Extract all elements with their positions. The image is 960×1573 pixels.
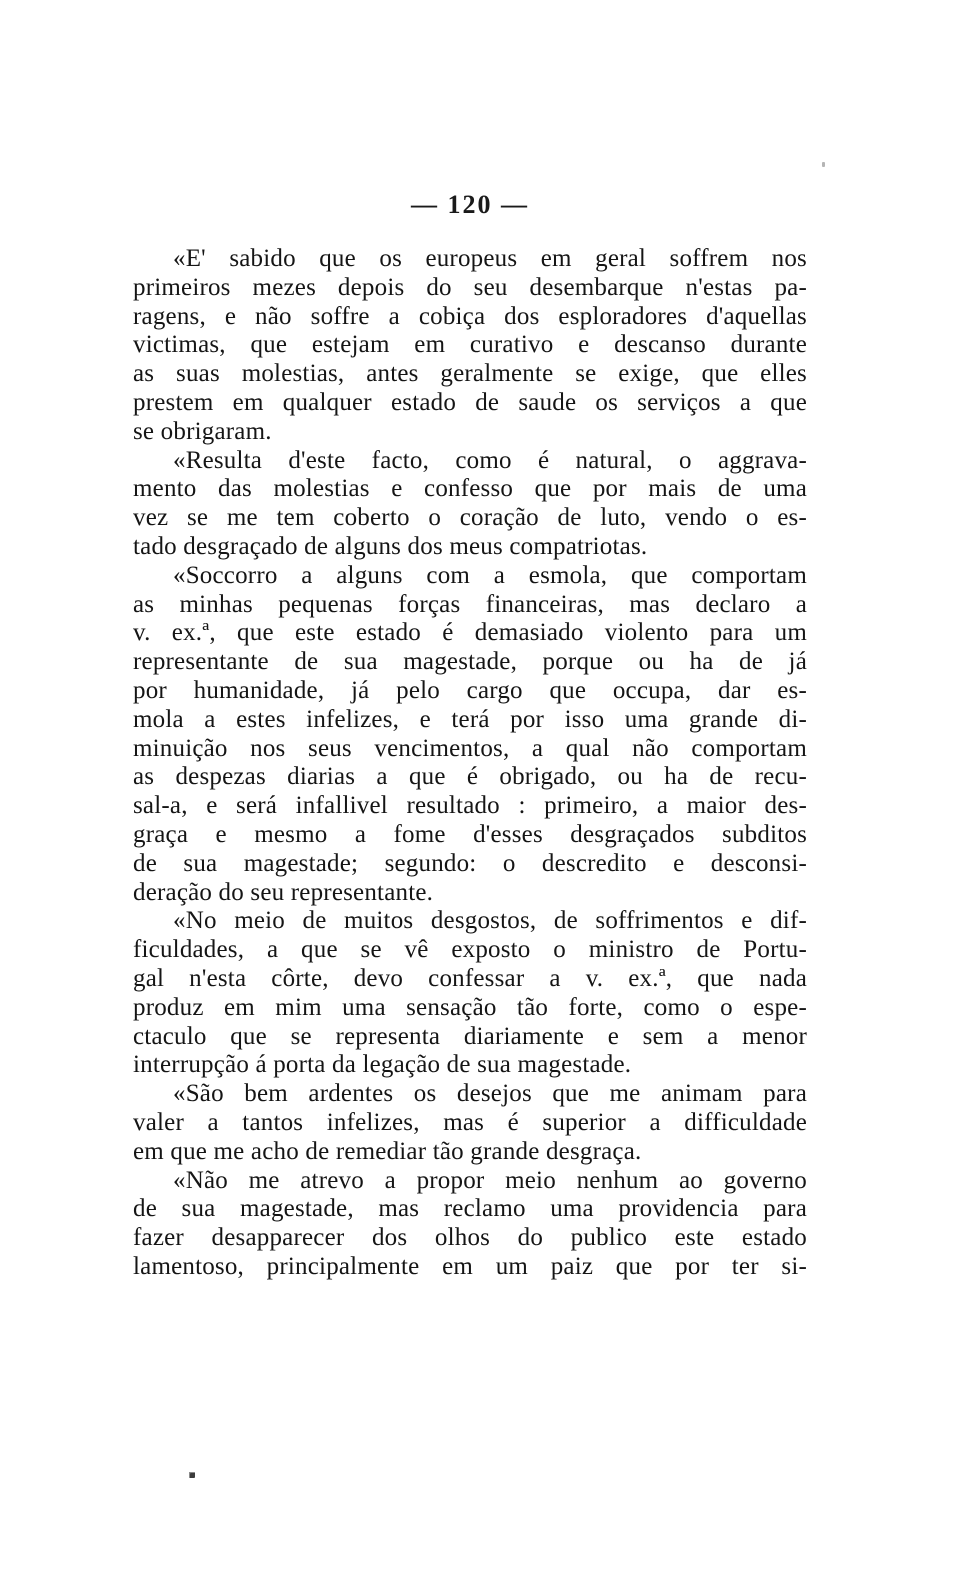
text-line: prestem em qualquer estado de saude os serviços a que <box>133 388 807 416</box>
text-line: «Não me atrevo a propor meio nenhum ao governo <box>173 1166 807 1194</box>
text-line: se obrigaram. <box>133 417 272 445</box>
text-line: primeiros mezes depois do seu desembarque n'estas pa- <box>133 273 807 301</box>
text-line: em que me acho de remediar tão grande desgraça. <box>133 1137 642 1165</box>
page-number: — 120 — <box>411 190 529 219</box>
scan-speck-top <box>822 162 825 167</box>
text-line: de sua magestade; segundo: o descredito e desconsi- <box>133 849 807 877</box>
text-line: valer a tantos infelizes, mas é superior a difficuldade <box>133 1108 807 1136</box>
text-line: victimas, que estejam em curativo e descanso durante <box>133 331 807 359</box>
text-line: lamentoso, principalmente em um paiz que por ter si- <box>133 1252 807 1280</box>
text-line: ctaculo que se representa diariamente e sem a menor <box>133 1022 807 1050</box>
text-line: «E' sabido que os europeus em geral soffrem nos <box>173 245 807 272</box>
text-line: fazer desapparecer dos olhos do publico este estado <box>133 1224 807 1252</box>
text-line: por humanidade, já pelo cargo que occupa, dar es- <box>133 676 807 704</box>
text-line: minuição nos seus vencimentos, a qual não comportam <box>133 734 807 762</box>
paragraph <box>133 447 807 562</box>
text-line: «Resulta d'este facto, como é natural, o aggrava- <box>173 446 807 474</box>
text-line: «Soccorro a alguns com a esmola, que comportam <box>173 561 807 589</box>
text-line: de sua magestade, mas reclamo uma providencia para <box>133 1195 807 1223</box>
text-line: graça e mesmo a fome d'esses desgraçados subditos <box>133 820 807 848</box>
text-line: tado desgraçado de alguns dos meus compatriotas. <box>133 532 648 560</box>
text-line: «São bem ardentes os desejos que me animam para <box>173 1080 807 1108</box>
text-line: mola a estes infelizes, e terá por isso uma grande di- <box>133 705 807 733</box>
page-text <box>133 245 807 1282</box>
text-line: produz em mim uma sensação tão forte, como o espe- <box>133 993 807 1021</box>
text-line: deração do seu representante. <box>133 878 434 906</box>
paragraph <box>133 907 807 1080</box>
text-line: gal n'esta côrte, devo confessar a v. ex.ª, que nada <box>133 964 807 992</box>
paragraph <box>133 562 807 908</box>
text-line: as suas molestias, antes geralmente se exige, que elles <box>133 360 807 388</box>
text-line: vez se me tem coberto o coração de luto, vendo o es- <box>133 504 807 532</box>
text-line: ragens, e não soffre a cobiça dos esploradores d'aquellas <box>133 302 807 330</box>
text-line: mento das molestias e confesso que por mais de uma <box>133 475 807 503</box>
text-line: as despezas diarias a que é obrigado, ou ha de recu- <box>133 763 807 791</box>
text-line: as minhas pequenas forças financeiras, mas declaro a <box>133 590 807 618</box>
text-line: v. ex.ª, que este estado é demasiado violento para um <box>133 619 807 647</box>
text-line: interrupção á porta da legação de sua magestade. <box>133 1051 632 1079</box>
text-line: ficuldades, a que se vê exposto o ministro de Portu- <box>133 936 807 964</box>
text-line: «No meio de muitos desgostos, de soffrimentos e dif- <box>173 907 807 935</box>
scan-speck-bottom <box>189 1472 195 1478</box>
text-line: representante de sua magestade, porque ou ha de já <box>133 648 807 676</box>
paragraph <box>133 1167 807 1282</box>
text-line: sal-a, e será infallivel resultado : primeiro, a maior des- <box>133 792 807 820</box>
paragraph <box>133 1080 807 1166</box>
paragraph <box>133 245 807 447</box>
